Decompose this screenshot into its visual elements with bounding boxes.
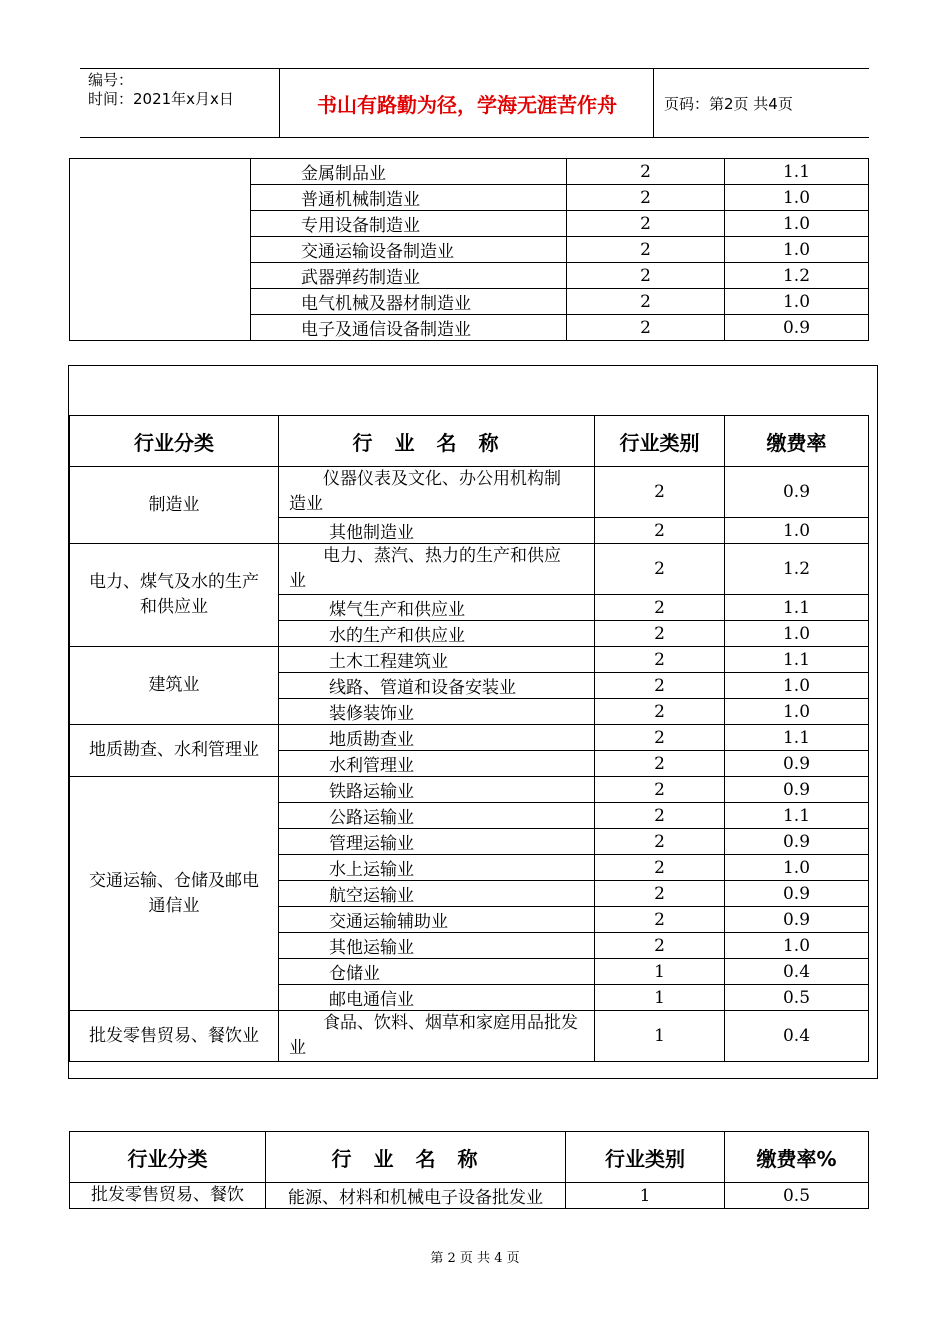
category-cell: 建筑业: [70, 647, 279, 725]
industry-class: 2: [595, 595, 725, 621]
industry-class: 2: [567, 237, 725, 263]
industry-name: 地质勘查业: [279, 725, 595, 751]
industry-name: [279, 467, 595, 518]
industry-class: 2: [595, 647, 725, 673]
industry-name-line: 食品、饮料、烟草和家庭用品批发: [323, 1013, 578, 1033]
table-header-row: [70, 416, 869, 467]
industry-class: 2: [595, 467, 725, 518]
fee-rate: 0.9: [725, 751, 869, 777]
industry-class: 1: [595, 985, 725, 1011]
table2-body: [70, 467, 869, 1062]
table-row: [70, 777, 869, 803]
fee-rate: 1.0: [725, 933, 869, 959]
fee-rate: 1.2: [725, 263, 869, 289]
industry-name: 武器弹药制造业: [251, 263, 567, 289]
industry-name: 专用设备制造业: [251, 211, 567, 237]
category-line: 交通运输、仓储及邮电: [89, 870, 259, 891]
industry-name-line: 业: [289, 1038, 306, 1058]
industry-name: 金属制品业: [251, 159, 567, 185]
category-cell: 批发零售贸易、餐饮: [70, 1183, 266, 1209]
industry-name: 线路、管道和设备安装业: [279, 673, 595, 699]
fee-rate: 0.5: [725, 985, 869, 1011]
number-label: 编号：: [88, 71, 134, 89]
industry-name-line: 电力、蒸汽、热力的生产和供应: [323, 546, 561, 566]
table-row: [70, 1011, 869, 1062]
fee-rate: 0.9: [725, 467, 869, 518]
industry-class: 2: [595, 544, 725, 595]
table-row: [70, 159, 869, 185]
page-footer: 第 2 页 共 4 页: [430, 1251, 520, 1266]
fee-rate: 1.0: [725, 289, 869, 315]
rate-table-continued: [69, 158, 869, 341]
industry-class: 2: [595, 751, 725, 777]
table-header-row: [70, 1132, 869, 1183]
header-rate: 缴费率: [725, 416, 869, 467]
industry-class: 2: [595, 725, 725, 751]
header-category: 行业分类: [70, 1132, 266, 1183]
category-cell: [70, 544, 279, 647]
industry-name-line: 造业: [289, 494, 323, 514]
table-row: [70, 725, 869, 751]
rate-table-next: [69, 1131, 869, 1209]
fee-rate: 1.1: [725, 647, 869, 673]
industry-class: 2: [595, 907, 725, 933]
industry-name: 水的生产和供应业: [279, 621, 595, 647]
header-category: 行业分类: [70, 416, 279, 467]
fee-rate: 1.0: [725, 621, 869, 647]
industry-name: 土木工程建筑业: [279, 647, 595, 673]
header-class: 行业类别: [595, 416, 725, 467]
header-class: 行业类别: [566, 1132, 725, 1183]
table1-body: [70, 159, 869, 341]
industry-name-line: 仪器仪表及文化、办公用机构制: [323, 469, 561, 489]
fee-rate: 1.1: [725, 725, 869, 751]
industry-class: 2: [567, 289, 725, 315]
fee-rate: 1.0: [725, 185, 869, 211]
industry-class: 1: [595, 959, 725, 985]
industry-name: 普通机械制造业: [251, 185, 567, 211]
industry-name: 航空运输业: [279, 881, 595, 907]
industry-name: 其他制造业: [279, 518, 595, 544]
industry-name: 电气机械及器材制造业: [251, 289, 567, 315]
rate-table-main: [69, 415, 869, 1062]
industry-name: 管理运输业: [279, 829, 595, 855]
industry-class: 2: [595, 673, 725, 699]
industry-class: 2: [567, 159, 725, 185]
fee-rate: 0.5: [725, 1183, 869, 1209]
header-meta: [80, 69, 280, 137]
fee-rate: 1.1: [725, 803, 869, 829]
category-line: 电力、煤气及水的生产: [89, 572, 259, 592]
industry-class: 2: [595, 518, 725, 544]
industry-name: 交通运输辅助业: [279, 907, 595, 933]
fee-rate: 1.1: [725, 159, 869, 185]
industry-name: 水上运输业: [279, 855, 595, 881]
fee-rate: 1.0: [725, 699, 869, 725]
fee-rate: 1.0: [725, 237, 869, 263]
fee-rate: 0.9: [725, 907, 869, 933]
industry-class: 2: [595, 881, 725, 907]
industry-name: 电子及通信设备制造业: [251, 315, 567, 341]
category-cell: [70, 159, 251, 341]
motto: 书山有路勤为径，学海无涯苦作舟: [281, 69, 654, 137]
industry-class: 2: [567, 263, 725, 289]
fee-rate: 1.1: [725, 595, 869, 621]
industry-class: 2: [595, 699, 725, 725]
fee-rate: 1.0: [725, 211, 869, 237]
fee-rate: 0.4: [725, 959, 869, 985]
date-label: 时间：2021年x月x日: [88, 90, 234, 108]
industry-name: 其他运输业: [279, 933, 595, 959]
fee-rate: 0.9: [725, 777, 869, 803]
fee-rate: 0.9: [725, 829, 869, 855]
table-row: [70, 467, 869, 518]
page-label: 页码：第2页 共4页: [664, 94, 793, 113]
fee-rate: 1.0: [725, 518, 869, 544]
category-cell: [70, 777, 279, 1011]
industry-name: 铁路运输业: [279, 777, 595, 803]
industry-name: [279, 1011, 595, 1062]
category-cell: 制造业: [70, 467, 279, 544]
industry-class: 2: [567, 185, 725, 211]
industry-name: 装修装饰业: [279, 699, 595, 725]
industry-class: 2: [567, 211, 725, 237]
industry-name: 公路运输业: [279, 803, 595, 829]
fee-rate: 0.9: [725, 315, 869, 341]
industry-class: 2: [595, 621, 725, 647]
table-row: [70, 1183, 869, 1209]
industry-name: 水利管理业: [279, 751, 595, 777]
industry-name: 仓储业: [279, 959, 595, 985]
industry-name: 能源、材料和机械电子设备批发业: [266, 1183, 566, 1209]
table-row: [70, 544, 869, 595]
fee-rate: 1.0: [725, 855, 869, 881]
fee-rate: 0.4: [725, 1011, 869, 1062]
industry-name: [279, 544, 595, 595]
header-rate: 缴费率%: [725, 1132, 869, 1183]
industry-class: 2: [595, 803, 725, 829]
industry-name: 邮电通信业: [279, 985, 595, 1011]
industry-name-line: 业: [289, 571, 306, 591]
fee-rate: 0.9: [725, 881, 869, 907]
industry-class: 1: [566, 1183, 725, 1209]
industry-class: 1: [595, 1011, 725, 1062]
industry-name: 煤气生产和供应业: [279, 595, 595, 621]
industry-class: 2: [595, 855, 725, 881]
category-cell: 地质勘查、水利管理业: [70, 725, 279, 777]
category-line: 和供应业: [140, 597, 208, 617]
industry-class: 2: [595, 933, 725, 959]
industry-name: 交通运输设备制造业: [251, 237, 567, 263]
page-header: [80, 68, 869, 138]
industry-class: 2: [595, 829, 725, 855]
header-name: 行业名称: [266, 1132, 566, 1183]
table-row: [70, 647, 869, 673]
fee-rate: 1.2: [725, 544, 869, 595]
industry-class: 2: [595, 777, 725, 803]
header-name: 行业名称: [279, 416, 595, 467]
category-line: 通信业: [148, 895, 200, 916]
industry-class: 2: [567, 315, 725, 341]
category-cell: 批发零售贸易、餐饮业: [70, 1011, 279, 1062]
fee-rate: 1.0: [725, 673, 869, 699]
